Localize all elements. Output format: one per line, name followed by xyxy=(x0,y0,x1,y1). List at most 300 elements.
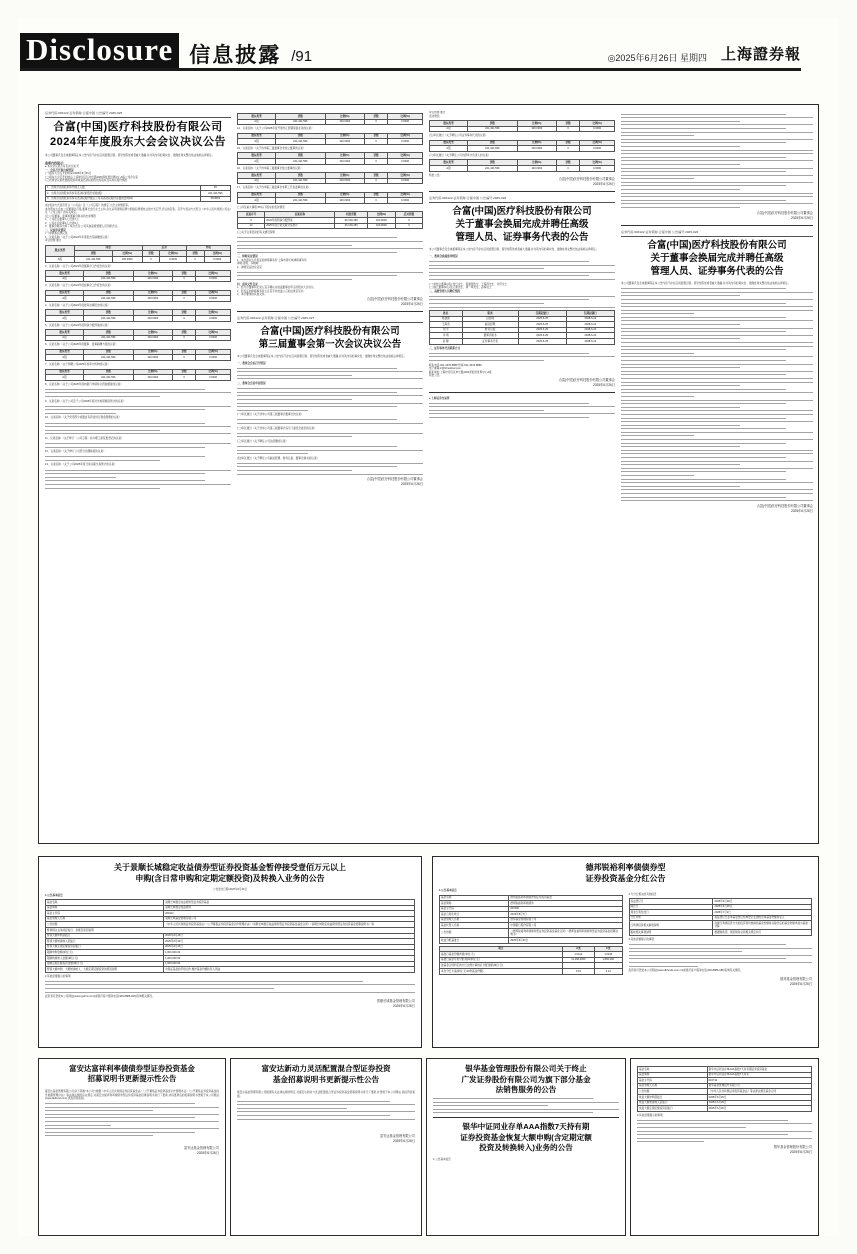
filler-lines-c2f xyxy=(237,433,423,438)
article2-signature-date: 2025年6月26日 xyxy=(593,382,615,387)
c4-title-2: 关于董事会换届完成并聘任高级 xyxy=(650,253,784,265)
fund6-k1: 基金简称 xyxy=(638,1072,708,1078)
vote-th: 票数 xyxy=(84,349,134,355)
of-td: 赵 静 xyxy=(430,339,463,345)
of-td: 2025-6-25 xyxy=(518,327,566,333)
fund1-k3: 基金管理人名称 xyxy=(46,916,164,922)
fund4-signature-date: 2025年6月26日 xyxy=(393,1138,415,1143)
divider xyxy=(433,1117,619,1118)
fund2-dk1: 除息日 xyxy=(629,904,713,910)
vote-th: 股东类型 xyxy=(238,133,276,139)
sh-td: 0 xyxy=(395,223,422,229)
vote-table-c2-3 xyxy=(237,152,423,164)
fund2-sr0a: 1.0412 xyxy=(562,952,594,958)
article1-para-1: 本次股东大会由公司董事会召集,董事长金红女士主持,会议采用现场投票与网络投票相结合的方式召开,会议的召集、召开与表决方式符合《中华人民共和国公司法》及《公司章程》的有关规定。 xyxy=(45,207,231,215)
vote-td: A股 xyxy=(46,355,84,361)
c4-notice: 本公司董事会及全体董事保证本公告内容不存在任何虚假记载、误导性陈述或者重大遗漏,并对其内容的真实性、准确性和完整性依法承担法律责任。 xyxy=(621,282,791,286)
article3-item-4: (四)审议通过《关于聘任公司副总经理、财务总监、董事会秘书的议案》 xyxy=(237,456,320,460)
fund2-title-line1: 德邦锐裕利率债债券型 xyxy=(585,863,666,872)
article1-signature-company: 合富(中国)医疗科技股份有限公司董事会 xyxy=(366,296,423,301)
fund2-v5: 中国银行股份有限公司 xyxy=(509,923,622,929)
vote-td: 0 xyxy=(172,296,195,302)
vote-td: 0 xyxy=(172,276,195,282)
vote-th: 票数 xyxy=(172,330,195,336)
fund2-dv2: 2025年7月2日 xyxy=(713,910,812,916)
article2-p2: (二)独立董事(3名):张立新先生、周一鸣先生、孙梅女士 xyxy=(429,286,492,290)
fund2-table-title: 1.公告基本信息 xyxy=(439,889,457,892)
c2-item-3: 17、议案名称:《关于选举第三届监事会非职工代表监事的议案》 xyxy=(237,186,311,190)
fund4-title-line1: 富安达新动力灵活配置混合型证券投资 xyxy=(261,1064,391,1073)
column-1 xyxy=(45,111,231,839)
vote-td: 0.0000 xyxy=(196,296,231,302)
fund1-k5: 暂停相关业务的起始日、金额及原因说明 xyxy=(46,927,415,933)
vote-th: 票数 xyxy=(364,114,387,120)
of-td: 陈建国 xyxy=(430,316,463,322)
fund6-k6: 恢复大额转换转入起始日 xyxy=(638,1100,708,1106)
vote-table-c3-2 xyxy=(429,140,615,152)
fund6-k7: 恢复大额定期定额投资起始日 xyxy=(638,1106,708,1112)
fund1-note-0: 2.其他需要提示的事项 xyxy=(45,974,71,978)
fund2-body xyxy=(433,857,818,992)
vote-td: 0 xyxy=(172,335,195,341)
vote-td: 0.0000 xyxy=(388,139,423,145)
of-td: 董事会秘书 xyxy=(462,333,518,339)
article1-item-6: 8、议案名称:《关于公司2025年度向银行申请综合授信额度的议案》 xyxy=(45,382,123,386)
fund2-sr2k: 按基金合同约定的分红比例计算的应分配金额(单位:元) xyxy=(440,963,563,969)
article3-meta: 证券代码:603122 证券简称:合富中国 公告编号:2025-027 xyxy=(237,315,315,320)
fund2-v3: 2019年8月7日 xyxy=(509,912,622,918)
article1-item-11: 13、议案名称:《关于公司2025年度日常关联交易预计的议案》 xyxy=(45,463,117,467)
article2-h1: 一、董事会换届选举情况 xyxy=(429,254,458,258)
fund2-k2: 基金主代码 xyxy=(440,906,509,912)
c3-extra-head: ● 上海证券交易所 xyxy=(429,396,450,400)
fund5-title2-line2: 证券投资基金恢复大额申购(含定期定额 xyxy=(460,1132,592,1142)
vote-td: 0.0000 xyxy=(388,119,423,125)
vote-td: A股 xyxy=(46,335,84,341)
vote-cell: 0.0000 xyxy=(160,256,186,262)
fund2-note-1: 3.其他需要提示的事项 xyxy=(628,937,655,941)
vote-cell: 0 xyxy=(142,256,160,262)
vote-th: 票数 xyxy=(556,140,579,146)
filler-lines-c3d xyxy=(429,403,615,418)
filler-lines-c2a xyxy=(237,237,423,252)
vote-th: 股东类型 xyxy=(46,310,84,316)
article2-meta: 证券代码:603122 证券简称:合富中国 公告编号:2025-026 xyxy=(429,196,507,201)
vote-th: 比例(%) xyxy=(133,271,172,277)
article3-h2: 二、董事会会议审议情况 xyxy=(237,382,266,386)
fund4-title-line2: 基金招募说明书更新提示性公告 xyxy=(272,1074,380,1084)
fund3-title-line1: 富安达富祥利率债债券型证券投资基金 xyxy=(69,1064,195,1073)
article1-section-0: 重要内容提示: xyxy=(45,160,64,165)
article2-signature-company: 合富(中国)医疗科技股份有限公司董事会 xyxy=(558,377,615,382)
vote-sub-1: 比例(%) xyxy=(112,251,142,257)
of-td: 2025-6-25 xyxy=(518,316,566,322)
vote-th: 票数 xyxy=(364,192,387,198)
vote-td: 100.0000 xyxy=(517,165,556,171)
fund2-sr3k: 本次分红方案(单位:元/10份基金份额) xyxy=(440,969,563,975)
vote-td: A股 xyxy=(238,178,276,184)
c4-signature-date-1: 2025年6月26日 xyxy=(791,508,813,513)
vote-td: A股 xyxy=(46,296,84,302)
fund5-title-line3: 法销售服务的公告 xyxy=(495,1085,557,1094)
vote-sub-5: 比例(%) xyxy=(204,251,231,257)
fund1-v3: 景顺长城基金管理有限公司 xyxy=(164,916,415,922)
vote-td: A股 xyxy=(430,146,468,152)
vote-table-c3-1 xyxy=(429,120,615,132)
vote-th: 票数 xyxy=(364,153,387,159)
vote-td: 0.0000 xyxy=(196,355,231,361)
article3-title-line2: 第三届董事会第一次会议决议公告 xyxy=(258,339,402,351)
fund3-frame xyxy=(38,1058,226,1236)
fund1-v6: 2025年6月26日 xyxy=(164,933,415,939)
fund5-title2-line3: 投资及转换转入)业务的公告 xyxy=(479,1143,573,1153)
small-holder-table xyxy=(237,211,423,229)
article2-p4: 电子邮箱:ir@hfmedical.com xyxy=(429,367,461,371)
attendance-row-value-2: 58.9563 xyxy=(200,196,230,202)
filler-lines-c2g xyxy=(237,446,423,454)
c4-meta: 证券代码:603122 证券简称:合富中国 公告编号:2025-026 xyxy=(621,229,699,234)
fund2-dv0: 2025年6月30日 xyxy=(713,899,812,905)
of-td: 2028-6-24 xyxy=(566,316,614,322)
of-td: 副总经理 xyxy=(462,322,518,328)
vote-th: 股东类型 xyxy=(46,290,84,296)
vote-th: 股东类型 xyxy=(238,114,276,120)
vote-table-7 xyxy=(45,369,231,381)
vote-th: 比例(%) xyxy=(580,121,615,127)
fund6-v2: 016712 xyxy=(707,1078,811,1084)
fund6-k2: 基金主代码 xyxy=(638,1078,708,1084)
vote-th: 票数 xyxy=(556,121,579,127)
article1-item-1: 3、议案名称:《关于公司2024年度监事会工作报告的议案》 xyxy=(45,284,113,288)
vote-th: 股东类型 xyxy=(430,160,468,166)
sh-td: 2024年度利润分配预案 xyxy=(265,218,335,224)
c2-note-4: 律师:张明、李晓峰 xyxy=(237,262,259,266)
vote-th: 股东类型 xyxy=(430,140,468,146)
vote-th: 比例(%) xyxy=(196,349,231,355)
article3-signature-company: 合富(中国)医疗科技股份有限公司董事会 xyxy=(366,477,423,482)
fund3-body-text: 富安达基金管理有限公司(以下简称"本公司")根据《中华人民共和国证券投资基金法》《公开募集证券投资基金运作管理办法》《公开募集证券投资基金信息披露管理办法》等法律法规的有关规定,对富安达富祥利率债债券型证券投资基金招募说明书进行了更新,并将更新后的招募说明书登载于本公司网站(www.fadfund.com),供投资者查阅。 xyxy=(45,1090,219,1100)
of-td: 2025-6-25 xyxy=(518,322,566,328)
fund2-dk4: 红利再投资相关事项说明 xyxy=(629,921,713,930)
fund1-table-title: 1.公告基本信息 xyxy=(45,893,63,897)
article1-para-9: 审议结果:通过 xyxy=(45,239,62,243)
fund6-k4: 公告依据 xyxy=(638,1089,708,1095)
fund2-dk2: 现金红利发放日 xyxy=(629,910,713,916)
fund4-body xyxy=(231,1059,421,1149)
vote-th: 比例(%) xyxy=(325,133,364,139)
divider xyxy=(621,236,813,237)
fund5-title-line2: 广发证券股份有限公司为旗下部分基金 xyxy=(461,1074,591,1084)
vote-th: 比例(%) xyxy=(517,121,556,127)
fund1-v12: 为保证基金的平稳运作,维护基金份额持有人利益 xyxy=(164,967,415,973)
fund4-frame xyxy=(230,1058,422,1236)
vote-sub-2: 票数 xyxy=(142,251,160,257)
fund2-sr0k: 基准日基金份额净值(单位:元) xyxy=(440,952,563,958)
vote-td: 241,421,596 xyxy=(84,375,134,381)
fund2-columns xyxy=(439,893,812,977)
article1-para-4: 2、公司在任监事3人,出席3人; xyxy=(45,221,80,225)
sh-th: 反对票数 xyxy=(395,212,422,218)
filler-lines-c1b xyxy=(45,406,231,414)
vote-cell: 0.0000 xyxy=(204,256,231,262)
top-article-frame xyxy=(38,104,819,844)
article1-item-2: 4、议案名称:《关于公司2024年度财务决算报告的议案》 xyxy=(45,303,110,307)
vote-td: 241,421,596 xyxy=(276,158,326,164)
article2-title-line1: 合富(中国)医疗科技股份有限公司 xyxy=(452,206,592,218)
fund2-info-table xyxy=(439,895,623,944)
fund6-note-0: 2.其他需要提示的事项 xyxy=(637,1113,663,1117)
vote-th: 比例(%) xyxy=(325,114,364,120)
vote-table-3 xyxy=(45,290,231,302)
article1-item-10: 12、议案名称:《关于修订公司部分治理制度的议案》 xyxy=(45,450,106,454)
fund3-title-line2: 招募说明书更新提示性公告 xyxy=(87,1074,177,1083)
of-td: 2025-6-25 xyxy=(518,333,566,339)
fund2-note-2: 投资者可登录本公司网站(www.dbfunds.com.cn)或拨打客户服务电话(400-8888-186)咨询有关情况。 xyxy=(628,969,743,973)
vote-col-agree: 同意 xyxy=(74,245,142,251)
vote-td: 100.0000 xyxy=(325,119,364,125)
masthead-right xyxy=(608,43,801,68)
fund1-date-note: 公告送出日期:2025年6月26日 xyxy=(212,888,248,891)
article1-meta: 证券代码:603122 证券简称:合富中国 公告编号:2025-025 xyxy=(45,111,123,115)
of-td: 王海涛 xyxy=(430,322,463,328)
vote-th: 股东类型 xyxy=(46,271,84,277)
divider xyxy=(429,392,615,393)
c2-note-9: 3、本所要求的其他文件。 xyxy=(237,293,267,297)
vote-th: 票数 xyxy=(468,121,518,127)
vote-td: 100.0000 xyxy=(517,146,556,152)
filler-lines-c1d xyxy=(45,443,231,448)
vote-th: 票数 xyxy=(276,192,326,198)
vote-th: 比例(%) xyxy=(388,173,423,179)
c4-title-1: 合富(中国)医疗科技股份有限公司 xyxy=(647,240,787,252)
c2-note-0: (二)涉及重大事项,5%以下股东的表决情况 xyxy=(237,205,285,209)
c2-note-7: 1、经与会董事和记录人签字确认并加盖董事会印章的股东大会决议; xyxy=(237,286,315,290)
vote-td: 0 xyxy=(172,316,195,322)
vote-th: 股东类型 xyxy=(46,349,84,355)
article2-title-line2: 关于董事会换届完成并聘任高级 xyxy=(455,219,589,231)
of-th: 职务 xyxy=(462,311,518,317)
vote-col-against: 反对 xyxy=(142,245,186,251)
divider xyxy=(621,225,813,226)
article2-p1: (一)非独立董事(4名):金红女士、陈建国先生、王海涛先生、刘芳女士 xyxy=(429,282,508,286)
vote-th: 比例(%) xyxy=(388,114,423,120)
of-th: 任期届满日 xyxy=(566,311,614,317)
vote-th: 票数 xyxy=(468,160,518,166)
article3-title-line1: 合富(中国)医疗科技股份有限公司 xyxy=(260,326,400,338)
fund5-note: 1.公告基本信息 xyxy=(433,1157,451,1161)
vote-td: 241,421,596 xyxy=(84,276,134,282)
divider xyxy=(429,191,615,192)
vote-td: 0 xyxy=(556,146,579,152)
fund2-v2: 007490 xyxy=(509,906,622,912)
filler-lines-c3a xyxy=(429,261,615,280)
sh-th: 议案序号 xyxy=(238,212,265,218)
article1-para-8: 1、议案名称:《关于公司2024年年度报告及摘要的议案》 xyxy=(45,235,110,239)
c2-note-6: 四、备查文件目录 xyxy=(237,282,258,286)
sh-td: 2025年度日常关联交易预计 xyxy=(265,223,335,229)
vote-row-type: A股 xyxy=(46,256,75,262)
article2-p6: 特此公告。 xyxy=(429,374,442,378)
filler-lines-f3 xyxy=(45,1103,219,1136)
vote-td: 100.0000 xyxy=(133,355,172,361)
vote-table-6 xyxy=(45,349,231,361)
fund1-k7: 暂停大额转换转入起始日 xyxy=(46,939,164,945)
column-4 xyxy=(621,111,813,839)
vote-th: 比例(%) xyxy=(325,173,364,179)
vote-td: A股 xyxy=(238,158,276,164)
vote-sub-3: 比例(%) xyxy=(160,251,186,257)
vote-table-c2-2 xyxy=(237,133,423,145)
article1-item-9: 11、议案名称:《关于修订〈公司章程〉并办理工商变更登记的议案》 xyxy=(45,436,124,440)
vote-th: 比例(%) xyxy=(325,153,364,159)
article2-h3: 三、证券事务代表联系方式 xyxy=(429,346,461,350)
vote-td: 0.0000 xyxy=(580,126,615,132)
filler-lines-c2b xyxy=(237,272,423,280)
sh-td: 13 xyxy=(238,223,265,229)
vote-th: 票数 xyxy=(172,369,195,375)
fund6-v3: 银华基金管理股份有限公司 xyxy=(707,1083,811,1089)
vote-table-c3-3 xyxy=(429,159,615,171)
article3-item-2: (二)审议通过《关于选举公司第三届董事会各专门委员会委员的议案》 xyxy=(237,426,317,430)
c2-item-0: 14、议案名称:《关于公司2025年度开展外汇套期保值业务的议案》 xyxy=(237,127,314,131)
vote-td: 100.0000 xyxy=(325,158,364,164)
article3-item-3: (三)审议通过《关于聘任公司总经理的议案》 xyxy=(237,439,289,443)
vote-table-c2-1 xyxy=(237,113,423,125)
c4-signature-date-0: 2025年6月26日 xyxy=(791,215,813,220)
vote-td: 100.0000 xyxy=(325,178,364,184)
vote-td: 100.0000 xyxy=(133,276,172,282)
vote-td: A股 xyxy=(238,198,276,204)
fund2-col-left xyxy=(439,893,623,977)
fund1-note-1: 投资者可登录本公司网站(www.igwfmc.com)或拨打客户服务电话(400-8888-606)咨询相关情况。 xyxy=(45,995,155,999)
vote-th: 票数 xyxy=(276,114,326,120)
vote-td: A股 xyxy=(238,139,276,145)
fund2-k5: 基金托管人名称 xyxy=(440,923,509,929)
article3-h1: 一、董事会会议召开情况 xyxy=(237,361,266,365)
vote-td: 0.0000 xyxy=(580,165,615,171)
officers-table xyxy=(429,310,615,345)
filler-lines-c1c xyxy=(45,423,231,435)
article1-para-6: 二、议案审议情况 xyxy=(45,228,66,232)
filler-lines-c3b xyxy=(429,296,615,308)
of-td: 财务总监 xyxy=(462,327,518,333)
article1-item-5: 7、议案名称:《关于续聘公司2025年度审计机构的议案》 xyxy=(45,363,110,366)
divider xyxy=(237,322,423,323)
vote-th: 票数 xyxy=(276,153,326,159)
fund6-v4: 《中华人民共和国证券投资基金法》等法律法规及基金合同 xyxy=(707,1089,811,1095)
fund4-signature-company: 富安达基金管理有限公司 xyxy=(379,1133,415,1138)
fund2-k1: 基金简称 xyxy=(440,901,509,907)
vote-td: 0 xyxy=(364,139,387,145)
fund2-sr1k: 基准日基金可供分配利润(单位:元) xyxy=(440,957,563,963)
vote-td: 0 xyxy=(364,178,387,184)
vote-td: 100.0000 xyxy=(325,139,364,145)
fund1-k2: 基金主代码 xyxy=(46,911,164,917)
attendance-row-value-0: 25 xyxy=(200,185,230,191)
filler-lines-f4 xyxy=(237,1101,415,1120)
fund3-body xyxy=(39,1059,225,1161)
vote-th: 比例(%) xyxy=(325,192,364,198)
of-td: 李 明 xyxy=(430,333,463,339)
article1-para-7: (一)非累积投票议案 xyxy=(45,232,68,236)
divider xyxy=(45,117,231,118)
fund6-info-table xyxy=(637,1066,812,1112)
filler-lines-f6 xyxy=(637,1120,812,1143)
filler-lines-c2e xyxy=(237,419,423,424)
disclosure-logo: Disclosure xyxy=(20,33,179,68)
vote-td: 241,421,596 xyxy=(468,146,518,152)
vote-th: 票数 xyxy=(364,173,387,179)
fund5-title-line1: 银华基金管理股份有限公司关于终止 xyxy=(465,1064,587,1073)
vote-th: 股东类型 xyxy=(430,121,468,127)
article1-para-5: 3、董事会秘书出席了本次会议;公司其他高级管理人员列席会议。 xyxy=(45,225,120,229)
filler-lines-c2h xyxy=(237,463,423,475)
article2-notice: 本公司董事会及全体董事保证本公告内容不存在任何虚假记载、误导性陈述或者重大遗漏,并对其内容的真实性、准确性和完整性依法承担法律责任。 xyxy=(429,248,599,252)
vote-col-abstain: 弃权 xyxy=(186,245,230,251)
fund6-v0: 银华中证同业存单AAA指数7天持有期证券投资基金 xyxy=(707,1067,811,1073)
fund1-title-line2: 申购(含日常申购和定期定额投资)及转换入业务的公告 xyxy=(135,874,325,883)
vote-th: 票数 xyxy=(84,310,134,316)
vote-td: 241,421,596 xyxy=(84,355,134,361)
vote-cell: 241,421,596 xyxy=(74,256,112,262)
of-th: 姓名 xyxy=(430,311,463,317)
fund2-dk0: 权益登记日 xyxy=(629,899,713,905)
fund2-sr3a: 0.15 xyxy=(562,969,594,975)
fund1-v4: 《中华人民共和国证券投资基金法》《公开募集证券投资基金运作管理办法》《景顺长城稳定收益债券型证券投资基金基金合同》《景顺长城稳定收益债券型证券投资基金招募说明书》等 xyxy=(164,922,415,928)
fund2-title-line2: 证券投资基金分红公告 xyxy=(585,874,666,883)
vote-td: A股 xyxy=(430,126,468,132)
c2-item-2: 16、议案名称:《关于选举第三届董事会独立董事的议案》 xyxy=(237,166,303,170)
article3-signature-date: 2025年6月26日 xyxy=(401,482,423,487)
vote-table-2 xyxy=(45,270,231,282)
fund2-dv4: 选择红利再投资方式的投资者所转换的基金份额将以除息后的基金份额净值为基准计算 xyxy=(713,921,812,930)
c3-note-1: 表决情况: xyxy=(429,114,441,118)
vote-td: 100.0000 xyxy=(133,296,172,302)
filler-lines-f2 xyxy=(629,944,813,967)
vote-th: 比例(%) xyxy=(133,310,172,316)
fund2-v7: 2025年6月20日 xyxy=(509,938,622,944)
vote-th: 票数 xyxy=(172,349,195,355)
c2-note-5: 2、律师见证结论意见: xyxy=(237,265,263,269)
article1-item-3: 5、议案名称:《关于公司2024年度利润分配预案的议案》 xyxy=(45,323,110,327)
article1-item-0: 2、议案名称:《关于公司2024年度董事会工作报告的议案》 xyxy=(45,264,113,268)
vote-th: 比例(%) xyxy=(388,153,423,159)
vote-th: 票数 xyxy=(84,369,134,375)
fund2-sub-h2: C类 xyxy=(595,946,622,952)
sh-th: 议案名称 xyxy=(265,212,335,218)
fund2-k4: 基金管理人名称 xyxy=(440,917,509,923)
article1-section-3: (一)股东大会召开的时间:2025年6月25日 xyxy=(45,172,92,175)
fund2-v0: 德邦锐裕利率债债券型证券投资基金 xyxy=(509,895,622,901)
fund3-signature-company: 富安达基金管理有限公司 xyxy=(183,1146,219,1151)
fund1-k12: 暂停大额申购、大额转换转入、大额定期定额投资的原因说明 xyxy=(46,967,164,973)
article1-item-7: 9、议案名称:《关于公司及子公司2025年度对外担保额度预计的议案》 xyxy=(45,399,126,403)
fund2-dv1: 2025年6月30日 xyxy=(713,904,812,910)
of-td: 2028-6-24 xyxy=(566,333,614,339)
vote-td: 0.0000 xyxy=(580,146,615,152)
fund1-v8: 2025年6月26日 xyxy=(164,944,415,950)
vote-td: 0 xyxy=(172,355,195,361)
fund1-k8: 暂停大额定期定额投资起始日 xyxy=(46,944,164,950)
article1-section-1: ● 本次会议是否有否决议案:无 xyxy=(45,165,80,168)
vote-th: 股东类型 xyxy=(238,173,276,179)
sh-th: 比例(%) xyxy=(367,212,395,218)
vote-th: 比例(%) xyxy=(388,192,423,198)
vote-th: 股东类型 xyxy=(238,153,276,159)
vote-cell: 100.0000 xyxy=(112,256,142,262)
article1-title-line2: 2024年年度股东大会会议决议公告 xyxy=(50,136,226,149)
of-td: 刘 芳 xyxy=(430,327,463,333)
